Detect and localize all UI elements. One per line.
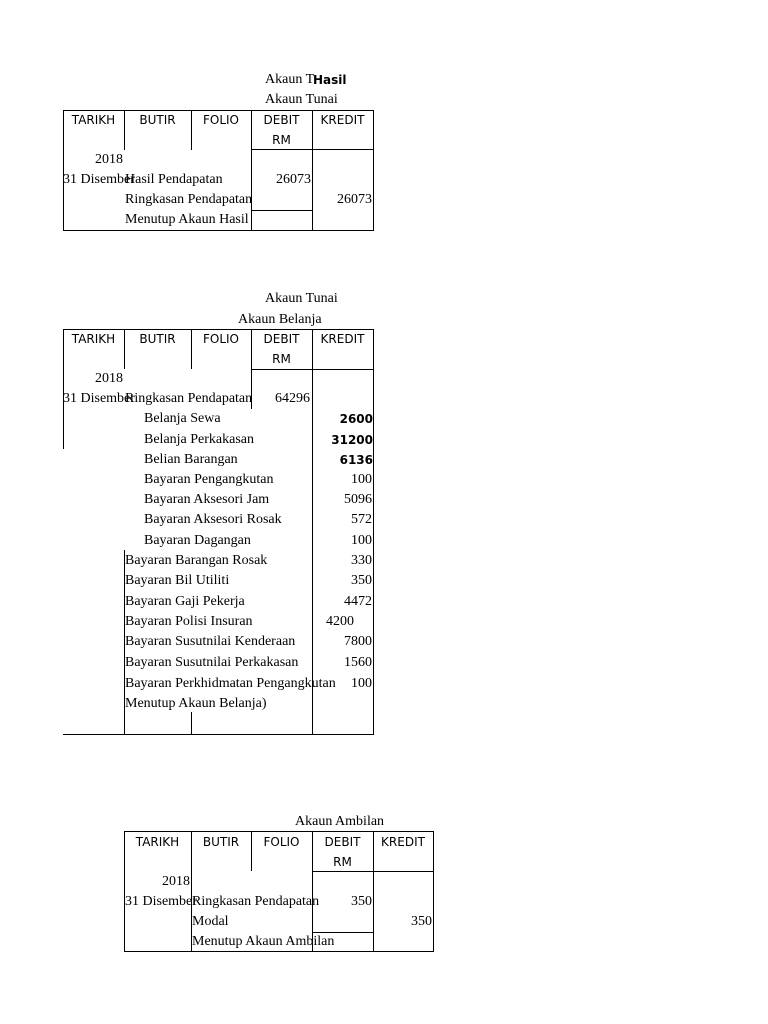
section1-subtitle: Akaun Tunai [265,92,338,107]
row-kredit: 330 [351,553,372,568]
header-rm: RM [333,855,352,869]
header-folio: FOLIO [202,332,240,346]
row-text: Bayaran Barangan Rosak [125,553,268,568]
date: 31 Disember [63,391,135,406]
row-kredit: 6136 [339,453,373,467]
row-kredit: 100 [351,676,372,691]
row-kredit: 350 [411,914,432,929]
row-text: Bayaran Aksesori Rosak [144,512,282,527]
row-text: Belanja Perkakasan [144,432,255,447]
row-kredit: 2600 [339,412,373,426]
section2-subtitle: Akaun Belanja [238,312,322,327]
row-kredit: 5096 [344,492,372,507]
row-kredit: 1560 [344,655,372,670]
row-text: Bayaran Susutnilai Perkakasan [125,655,299,670]
row-kredit: 31200 [331,433,373,447]
header-butir: BUTIR [139,113,176,127]
year: 2018 [162,874,190,889]
header-folio: FOLIO [263,835,300,849]
row-kredit: 100 [351,472,372,487]
row-debit: 350 [351,894,372,909]
header-rm: RM [272,352,291,366]
row-kredit: 7800 [344,634,372,649]
row-kredit: 4200 [326,614,354,629]
row-text: Menutup Akaun Ambilan [192,934,335,949]
year: 2018 [95,152,123,167]
row-text: Bayaran Dagangan [144,533,251,548]
row-kredit: 572 [351,512,372,527]
date: 31 Disember [63,172,135,187]
header-tarikh: TARIKH [71,113,116,127]
row-text: Bayaran Bil Utiliti [125,573,230,588]
header-kredit: KREDIT [320,113,365,127]
section2-title: Akaun Tunai [265,291,338,306]
year: 2018 [95,371,123,386]
row-text: Menutup Akaun Belanja) [125,696,267,711]
row-text: Modal [192,914,229,929]
header-debit: DEBIT [324,835,361,849]
header-rm: RM [272,133,291,147]
header-butir: BUTIR [202,835,240,849]
row-text: Belanja Sewa [144,411,221,426]
row-text: Menutup Akaun Hasil [125,212,249,227]
row-text: Ringkasan Pendapatan [125,192,253,207]
header-kredit: KREDIT [381,835,425,849]
row-kredit: 350 [351,573,372,588]
row-text: Bayaran Aksesori Jam [144,492,270,507]
row-text: Bayaran Susutnilai Kenderaan [125,634,296,649]
row-debit: 26073 [276,172,311,187]
row-kredit: 4472 [344,594,372,609]
row-text: Belian Barangan [144,452,238,467]
row-text: Ringkasan Pendapatan [125,391,253,406]
row-text: Hasil Pendapatan [125,172,223,187]
row-text: Bayaran Gaji Pekerja [125,594,245,609]
section1-title-overlap: Hasil [313,73,347,87]
header-butir: BUTIR [139,332,176,346]
header-tarikh: TARIKH [135,835,180,849]
header-tarikh: TARIKH [71,332,116,346]
row-debit: 64296 [275,391,310,406]
header-kredit: KREDIT [320,332,365,346]
section3-title: Akaun Ambilan [295,814,385,829]
row-text: Ringkasan Pendapatan [192,894,320,909]
row-text: Bayaran Perkhidmatan Pengangkutan [125,676,336,691]
row-kredit: 100 [351,533,372,548]
date: 31 Disember [125,894,197,909]
header-debit: DEBIT [263,332,300,346]
header-folio: FOLIO [202,113,240,127]
row-text: Bayaran Pengangkutan [144,472,274,487]
row-kredit: 26073 [337,192,372,207]
row-text: Bayaran Polisi Insuran [125,614,253,629]
section1-title: Akaun T [265,72,315,87]
header-debit: DEBIT [263,113,300,127]
